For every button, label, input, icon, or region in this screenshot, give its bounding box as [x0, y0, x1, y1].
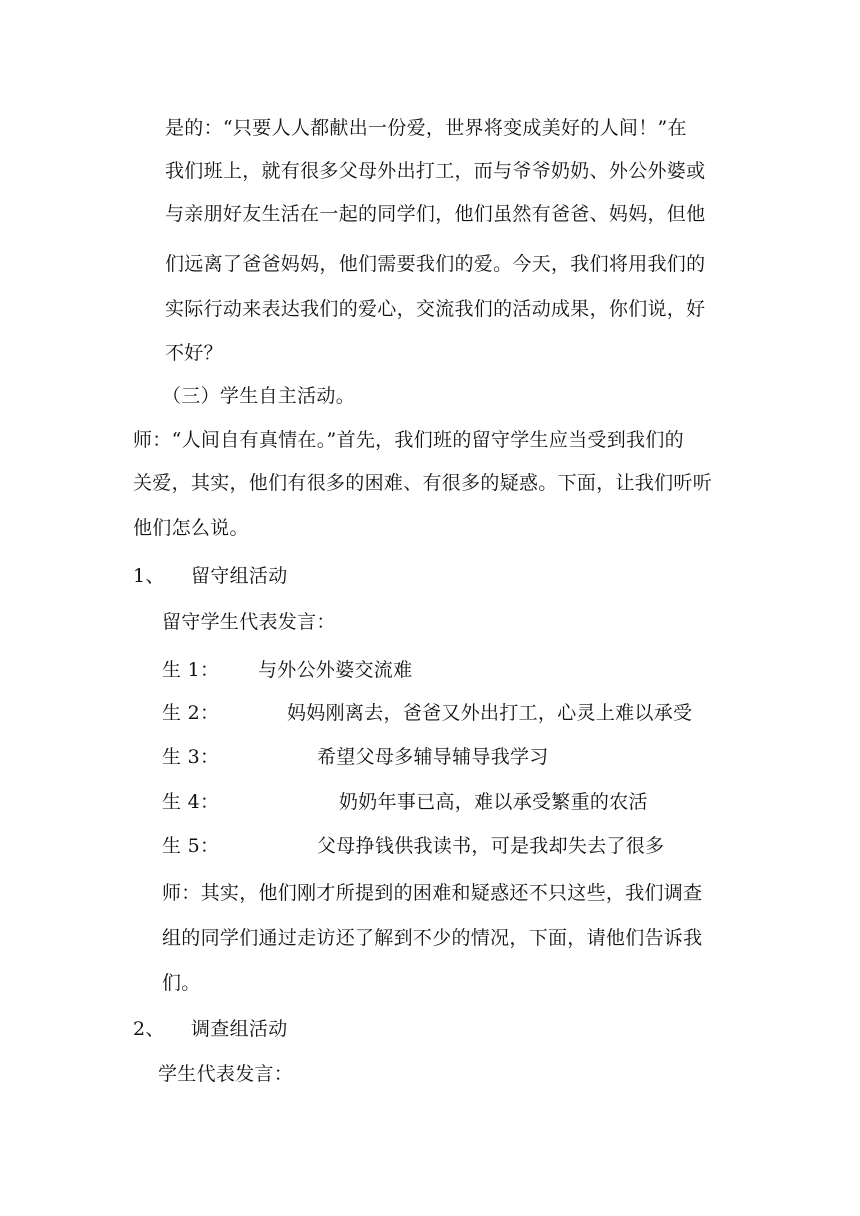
section-heading: （三）学生自主活动。 — [162, 385, 356, 407]
teacher-line: 们。 — [162, 972, 201, 994]
paragraph-line: 我们班上，就有很多父母外出打工，而与爷爷奶奶、外公外婆或 — [165, 160, 706, 182]
student-label: 生 4： — [162, 791, 220, 813]
teacher-line: 关爱，其实，他们有很多的困难、有很多的疑惑。下面，让我们听听 — [133, 472, 713, 494]
paragraph-line: 不好？ — [165, 342, 223, 364]
student-label: 生 1： — [162, 659, 220, 681]
student-text: 奶奶年事已高，难以承受繁重的农活 — [339, 791, 648, 813]
student-text: 妈妈刚离去，爸爸又外出打工，心灵上难以承受 — [287, 702, 693, 724]
teacher-line: 他们怎么说。 — [133, 517, 249, 539]
student-text: 父母挣钱供我读书，可是我却失去了很多 — [317, 835, 665, 857]
paragraph-line: 们远离了爸爸妈妈，他们需要我们的爱。今天，我们将用我们的 — [165, 253, 706, 275]
item-title: 留守组活动 — [191, 565, 288, 587]
teacher-line: 组的同学们通过走访还了解到不少的情况，下面，请他们告诉我 — [162, 927, 703, 949]
representative-intro: 学生代表发言： — [158, 1063, 294, 1085]
paragraph-line: 是的：“只要人人都献出一份爱，世界将变成美好的人间！”在 — [165, 117, 687, 139]
student-label: 生 3： — [162, 746, 220, 768]
item-title: 调查组活动 — [191, 1018, 288, 1040]
item-number: 1、 — [133, 565, 165, 587]
student-text: 与外公外婆交流难 — [258, 659, 413, 681]
paragraph-line: 实际行动来表达我们的爱心，交流我们的活动成果，你们说，好 — [165, 298, 706, 320]
student-label: 生 2： — [162, 702, 220, 724]
representative-intro: 留守学生代表发言： — [162, 611, 336, 633]
item-number: 2、 — [133, 1018, 165, 1040]
teacher-line: 师：“人间自有真情在。”首先，我们班的留守学生应当受到我们的 — [133, 429, 684, 451]
student-text: 希望父母多辅导辅导我学习 — [317, 746, 549, 768]
student-label: 生 5： — [162, 835, 220, 857]
paragraph-line: 与亲朋好友生活在一起的同学们，他们虽然有爸爸、妈妈，但他 — [165, 203, 706, 225]
teacher-line: 师：其实，他们刚才所提到的困难和疑惑还不只这些，我们调查 — [162, 882, 703, 904]
